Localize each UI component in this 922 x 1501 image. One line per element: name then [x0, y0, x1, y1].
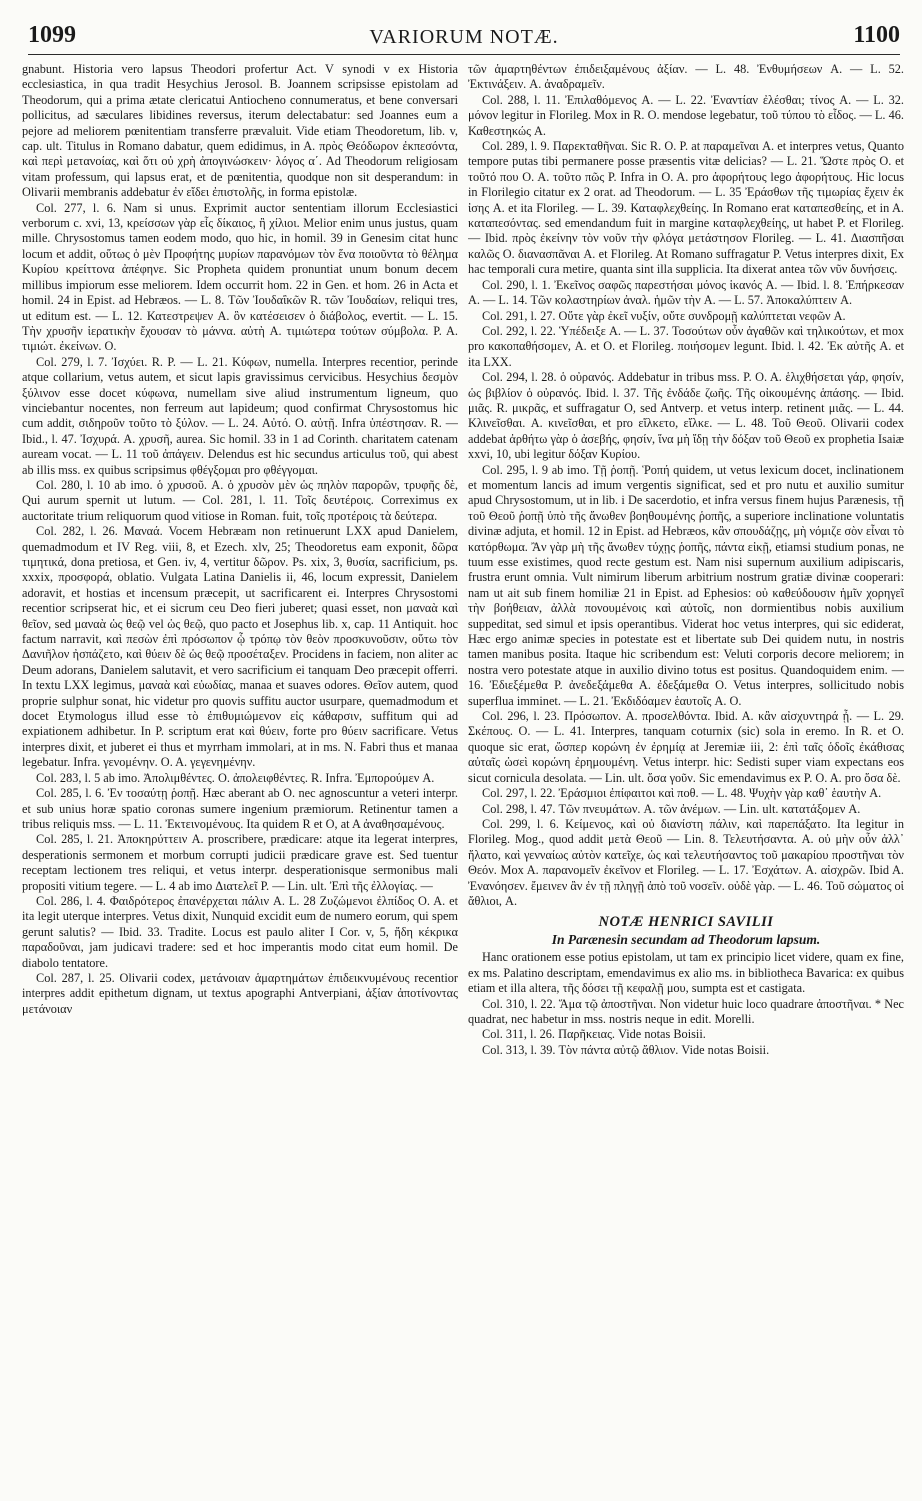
- paragraph: Col. 285, l. 6. Ἐν τοσαύτῃ ῥοπῇ. Hæc aberant ab O. nec agnoscuntur a veteri interpr. et sub unius horæ spatio coronas sumere ingenium præmiorum. Retinentur tamen a tribus reliquis mss. — L. 11. Ἐκτεινομένους. Ita quidem R et O, at A ἀναθησαμένους.: [22, 786, 458, 831]
- paragraph: Col. 297, l. 22. Ἐράσμιοι ἐπίφαιτοι καὶ ποθ. — L. 48. Ψυχὴν γὰρ καθ᾽ ἑαυτὴν A.: [482, 786, 882, 801]
- left-column: [22, 62, 458, 1492]
- paragraph: Col. 292, l. 22. Ὑπέδειξε A. — L. 37. Τοσούτων οὖν ἀγαθῶν καὶ τηλικούτων, et mox pro κακοπαθήσομεν, A. et O. et Florileg. ποιήσομεν legunt. Ibid. l. 42. Ἐκ αὐτῆς A. et ita LXX.: [468, 323, 904, 369]
- paragraph: Col. 282, l. 26. Μαναά. Vocem Hebræam non retinuerunt LXX apud Danielem, quemadmodum et IV Reg. viii, 8, et Ezech. xlv, 25; Theodoretus eam exponit, δῶρα τιμητικά, dona pretiosa, et Gen. iv, 4, vertitur δῶρον. Ps. xix, 3, θυσία, sacrificium, ps. xxxix, προσφορά, oblatio. Vulgata Latina Danielis ii, 46, locum expressit, Danielem adoravit, et hostias et incensum præcepit, ut sacrificarent ei. Interpres Chrysostomi recentior scripserat hic, et ei sicrum ceu Deo fieri juberet; quasi esset, non μαναὰ καὶ θεῖον, sed μαναὰ ὡς θεῷ vel ὡς θεῷ, quo pacto et Josephus lib. x, cap. 11 Antiquit. hoc factum narravit, καὶ πεσὼν ἐπὶ πρόσωπον ᾧ τρόπῳ τὸν θεὸν προσκυνοῦσιν, οὕτω τὸν Δανιῆλον ἠσπάζετο, καὶ θύειν δὲ ὡς θεῷ προσέταξεν. Procidens in faciem, non aliter ac Deum adorans, Danielem salutavit, et vero sacrificium ei tanquam Deo præcepit offerri. In textu LXX legimus, μαναὰ καὶ εὐωδίας, manaa et suaves odores. Θεῖον autem, quod proprie sulphur sonat, hic videtur pro quovis suffitu auctor usurpare, quemadmodum et docet Etymologus illud esse τὸ ἐπιθυμιώμενον εἰς κάθαρσιν, suffitum qui ad expiationem adhibetur. In P. scriptum erat καὶ θύειν, forte pro θύειν sacrificare. Vetus interpres dixit, et juberet ei thus et myrrham immolari, at in ms. N. Fabri thus et manaa legebatur. Infra. γενομένην. O. A. γεγενημένην.: [22, 524, 458, 770]
- paragraph: Col. 279, l. 7. Ἰσχύει. R. P. — L. 21. Κύφων, numella. Interpres recentior, perinde atque collarium, vetus autem, et sicut lapis gravissimus cervicibus. Hesychius δεσμὸν ξύλινον esse docet κύφωνα, numellam sive aliud instrumentum ligneum, quo vinciebantur nocentes, non ferreum aut lapideum; quod confirmat Chrysostomus hic cum addit, σιδηροῦν τοῦτο τὸ ξύλον. — L. 24. Αὐτό. O. αὐτῇ. Infra ὑπέστησαν. R. — Ibid., l. 47. Ἰσχυρά. A. χρυσῆ, aurea. Sic homil. 33 in 1 ad Corinth. charitatem catenam auream vocat. — L. 11 τοῦ ἀπάγειν. Delendus est hic secundus articulus τοῦ, qui abest ab illis mss. ex quibus scripsimus φθέγξομαι pro φθέγγομαι.: [22, 354, 458, 477]
- paragraph: Col. 287, l. 25. Olivarii codex, μετάνοιαν ἁμαρτημάτων ἐπιδεικνυμένους recentior interpres addit epithetum dignam, ut textus apographi Antverpiani, ἀξίαν ἀποτίνοντας μετάνοιαν: [22, 970, 458, 1016]
- paragraph: Col. 299, l. 6. Κείμενος, καὶ οὐ διανίστη πάλιν, καὶ παρεπάξατο. Ita legitur in Florileg. Mog., quod addit μετὰ Θεοῦ — Lin. 8. Τελευτήσαντα. A. οὐ μὴν οὖν ἀλλ᾽ ἥλατο, καὶ γενναίως αὐτὸν κατεῖχε, ὡς καὶ τελευτήσαντος τοῦ μακαρίου προστῆναι τὸν Θεόν. Mox A. παρανομεῖν ἐκεῖνον et Florileg. — L. 17. Ἐσχάτων. A. αἰσχρῶν. Ibid A. Ἐνανόησεν. ἔμεινεν ἂν ἐν τῇ πληγῇ ἀπὸ τοῦ νοσεῖν. οὐδὲ γὰρ. — L. 46. Τοῦ σώματος οἱ ἄθλιοι, A.: [468, 816, 904, 908]
- running-title: VARIORUM NOTÆ.: [369, 26, 559, 48]
- paragraph: τῶν ἁμαρτηθέντων ἐπιδειξαμένους ἀξίαν. — L. 48. Ἐνθυμήσεων A. — L. 52. Ἐκτινάξειν. A. ἀναδραμεῖν.: [468, 62, 904, 92]
- page-number-right: 1100: [853, 22, 900, 48]
- paragraph: Hanc orationem esse potius epistolam, ut tam ex principio licet videre, quam ex fine, ex ms. Palatino descriptam, emendavimus ex alio ms. in bibliotheca Bavarica: ex quibus etiam et illa altera, τῆς δόσει τῇ κεφαλῇ μου, sumpta est et castigata.: [468, 950, 904, 996]
- paragraph: gnabunt. Historia vero lapsus Theodori profertur Act. V synodi v ex Historia ecclesiastica, in qua tradit Hesychius Jerosol. B. Joannem scripsisse epistolam ad Theodorum, qui a prima ætate clericatui Antiocheno connumeratus, et bene conversari pollicitus, ad sæculares libidines reversus, iterum delectabatur: sed Joannes eum a pejore ad meliorem pœnitentiam transferre prævaluit. Vide etiam Theodoretum, lib. v, cap. ult. Titulus in Romano dabatur, quem edidimus, in A. πρὸς Θεόδωρον ἐκπεσόντα, καὶ περὶ μετανοίας, καὶ ὅτι οὐ χρὴ ἀπογινώσκειν· λόγος α΄. Ad Theodorum religiosam vitam professum, qui lapsus erat, et de pœnitentia, quodque non sit desperandum: in Olivarii membranis addebatur ἐν εἴδει ἐπιστολῆς, in forma epistolæ.: [22, 62, 458, 200]
- paragraph: Col. 289, l. 9. Παρεκταθῆναι. Sic R. O. P. at παραμεῖναι A. et interpres vetus, Quanto tempore putas tibi permanere posse præsentis vitæ delicias? — L. 21. Ὥστε πρὸς O. et τοῦτό που O. A. τοῦτο πῶς P. Infra in O. A. pro ἀφορήτους lego ἀφορήτους. Hic locus in Florilegio citatur ex 2 orat. ad Theodorum. — L. 35 Ἐράσθων τῆς τιμωρίας ἔχειν ἐκ ἰσης A. et ita Florileg. — L. 39. Καταφλεχθείης. In Romano erat καταπεσθείης, et in A. καταπεσόντας. sed emendandum fuit in margine καταφλεχθείης, ut habet P. et Florileg. — Ibid. πρὸς ἐκείνην τὸν νοῦν τὴν φλόγα μετάστησον Florileg. — L. 41. Διασπῆσαι καλῶς O. διανασπᾶναι A. et Florileg. At Romano suffragatur P. Vetus interpres dixit, Ex hac temporali cura metire, quanta sint illa supplicia. Ita dixerat antea τῶν νῦν δυνήσεις.: [468, 139, 904, 277]
- paragraph: Col. 277, l. 6. Nam si unus. Exprimit auctor sententiam illorum Ecclesiastici verborum c. xvi, 13, κρείσσων γὰρ εἷς δίκαιος, ἢ χίλιοι. Melior enim unus justus, quam mille. Chrysostomus tamen eodem modo, quo hic, in homil. 39 in Genesim citat hunc locum et addit, οὕτως ὁ μὲν Προφήτης μυρίων παρανόμων τὸν ἕνα ποιοῦντα τὸ θέλημα Κυρίου κρείττονα ἀπέφηνε. Sic Propheta quidem pronuntiat unum bonum decem millibus impiorum esse meliorem. Idem occurrit hom. 22 in Gen. et hom. 26 in Acta et homil. 24 in Epist. ad Hebræos. — L. 8. Τῶν Ἰουδαΐκῶν R. τῶν Ἰουδαίων, reliqui tres, ut editum est. — L. 12. Κατεστρεψεν A. ὃν κατέσεισεν ὁ διάβολος, evertit. — L. 15. Τὴν χρυσῆν ἱερατικὴν ἔχουσαν τὸ μάννα. αὐτὴ A. τιμιώτερα τούτων σύμβολα. P. A. τιμιώτ. ἐκείνων. O.: [22, 200, 458, 354]
- paragraph: Col. 288, l. 11. Ἐπιλαθόμενος A. — L. 22. Ἐναντίαν ἐλέσθαι; τίνος A. — L. 32. μόνον legitur in Florileg. Mox in R. O. mendose legebatur, τοῦ τύπου τὸ εἶδος. — L. 46. Καθεστηκώς A.: [468, 92, 904, 138]
- paragraph: Col. 310, l. 22. Ἅμα τῷ ἀποστῆναι. Non videtur huic loco quadrare ἀποστῆναι. * Nec quadrat, nec habetur in mss. nostris neque in edit. Morelli.: [468, 996, 904, 1026]
- running-header: [28, 20, 900, 55]
- paragraph: Col. 280, l. 10 ab imo. ὁ χρυσοῦ. A. ὁ χρυσὸν μὲν ὡς πηλὸν παρορῶν, τρυφῆς δὲ, Qui aurum spernit ut lutum. — Col. 281, l. 11. Τοῖς δευτέροις. Correximus ex auctoritate trium reliquorum quod vitiose in Roman. fuit, τοῖς προτέροις τὰ δεύτερα.: [22, 477, 458, 523]
- paragraph: Col. 285, l. 21. Ἀποκηρύττειν A. proscribere, prædicare: atque ita legerat interpres, desperationis sermonem et morbum corrupti judicii prædicare grave est. Sed tuentur receptam lectionem tres reliqui, et vetus interpr. desperationisque sermonibus mali propositi vitium tegere. — L. 4 ab imo Διατελεῖ P. — Lin. ult. Ἐπὶ τῆς ἐλλογίας. —: [22, 832, 458, 893]
- paragraph: Col. 283, l. 5 ab imo. Ἀπολιμθέντες. O. ἀπολειφθέντες. R. Infra. Ἐμπορούμεν A.: [36, 770, 435, 785]
- paragraph: Col. 296, l. 23. Πρόσωπον. A. προσελθόντα. Ibid. A. κἂν αἰσχυντηρά ᾖ. — L. 29. Σκέπους. O. — L. 41. Interpres, tanquam coturnix (sic) sola in eremo. In R. et O. quoque sic erat, ὥσπερ κορώνη ἐν ἐρημίᾳ at Jeremiæ iii, 2: ἐπὶ ταῖς ὁδοῖς ἐκάθισας αὐταῖς ὡσεὶ κορώνη ἐρημουμένη. Vetus interpr. hic: Sedisti super viam expectans eos sicut cornicula desolata. — Lin. ult. ὅσα γοῦν. Sic emendavimus ex P. O. A. pro ὅσα δὲ.: [468, 709, 904, 785]
- paragraph: Col. 313, l. 39. Τὸν πάντα αὐτῷ ἄθλιον. Vide notas Boisii.: [482, 1042, 770, 1057]
- paragraph: Col. 290, l. 1. Ἐκεῖνος σαφῶς παρεστήσαι μόνος ἱκανός A. — Ibid. l. 8. Ἐπήρκεσαν A. — L. 14. Τῶν κολαστηρίων ἀναλ. ἡμῶν τὴν A. — L. 57. Ἀποκαλύπτειν A.: [468, 277, 904, 308]
- paragraph: Col. 295, l. 9 ab imo. Τῇ ῥοπῇ. Ῥοπή quidem, ut vetus lexicum docet, inclinationem et momentum lancis ad imum vergentis significat, sed et pro nutu et auxilio sumitur apud Chrysostomum, ut in lib. i De sacerdotio, et infra versus finem hujus Parænesis, τῇ τοῦ Θεοῦ ῥοπῇ ὑπὸ τῆς ἄνωθεν βοηθουμένης ῥοπῆς, a superiore inclinatione voluntatis divinæ adjuta, et homil. 12 in Epist. ad Hebræos, κἂν σπουδάζῃς, μὴ νόμιζε σὸν εἶναι τὸ κατόρθωμα. Ἂν γὰρ μὴ τῆς ἄνωθεν τύχῃς ῥοπῆς, πάντα εἰκῇ, etiamsi studium ponas, ne tuum esse existimes, quod recte gestum est. Nam nisi supernum auxilium adipiscaris, frustra erunt omnia. Vult nimirum liberum arbitrium nostrum gratiæ divinæ cooperari: nam ut ait sub finem homiliæ 21 in Epist. ad Ephesios: οὐ καθεύδουσιν ἡμῖν χορηγεῖ τὴν βοήθειαν, ἀλλὰ πονουμένοις καὶ αὐτοῖς, non dormientibus nobis auxilium suppeditat, sed simul et ipsis operantibus. Viderat hoc vetus interpres, qui sic ediderat, Hæc ergo animæ species in potestate est et libertate sub Dei quidem nutu, in nostris tamen manibus posita. Itaque hic scribendum est: Veluti corporis decore meliorem; in nostra vero potestate atque in auxilio divino totus est positus. Quandoquidem enim. — 16. Ἐδιεξέμεθα P. ἀνεδεξάμεθα A. ἐδεξάμεθα O. Vetus interpres, sollicitudo nobis superflua imminet. — L. 21. Ἐκδιδόαμεν ἑαυτοῖς A. O.: [468, 462, 904, 708]
- page-number-left: 1099: [28, 22, 76, 48]
- paragraph: Col. 298, l. 47. Τῶν πνευμάτων. A. τῶν ἀνέμων. — Lin. ult. κατατάξομεν A.: [482, 801, 861, 816]
- right-column: [468, 62, 904, 1492]
- paragraph: Col. 294, l. 28. ὁ οὐρανός. Addebatur in tribus mss. P. O. A. ἑλιχθήσεται γάρ, φησίν, ὡς βιβλίον ὁ οὐρανός. Ibid. l. 37. Τῆς ἐνδάδε ζωῆς. Τῆς οἰκουμένης ἁπάσης. — Ibid. μιᾶς. R. μικρᾶς, et suffragatur O, sed Antverp. et vetus interp. retinent μιᾶς. — L. 44. Κλινεῖσθαι. A. κινεῖσθαι, et pro εἵλκετο, εἵλκε. — L. 48. Τοῦ Θεοῦ. Olivarii codex addebat ἀρθήτω γὰρ ὁ ἀσεβής, φησίν, ἵνα μὴ ἴδῃ τὴν δόξαν τοῦ Θεοῦ ex prophetia Isaiæ xxvi, 10, ubi legitur δόξαν Κυρίου.: [468, 370, 904, 462]
- paragraph: Col. 286, l. 4. Φαιδρότερος ἐπανέρχεται πάλιν A. L. 28 Ζυζώμενοι ἐλπίδος O. A. et ita legit uterque interpres. Vetus dixit, Nunquid excidit eum de numero eorum, qui spem gerunt salutis? — Ibid. 33. Tradite. Locus est paulo aliter I Cor. v, 5, ἤδη κέκρικα παραδοῦναι, jam judicavi tradere: sed et hoc imperantis modo citat eum homil. De diabolo tentatore.: [22, 893, 458, 970]
- paragraph: Col. 291, l. 27. Οὔτε γὰρ ἐκεῖ νυξίν, οὔτε συνδρομῇ καλύπτεται νεφῶν A.: [482, 308, 846, 323]
- paragraph: Col. 311, l. 26. Παρῆκειας. Vide notas Boisii.: [482, 1027, 706, 1042]
- section-subtitle: In Parænesin secundam ad Theodorum lapsum.: [551, 932, 821, 948]
- section-title: NOTÆ HENRICI SAVILII: [598, 914, 774, 931]
